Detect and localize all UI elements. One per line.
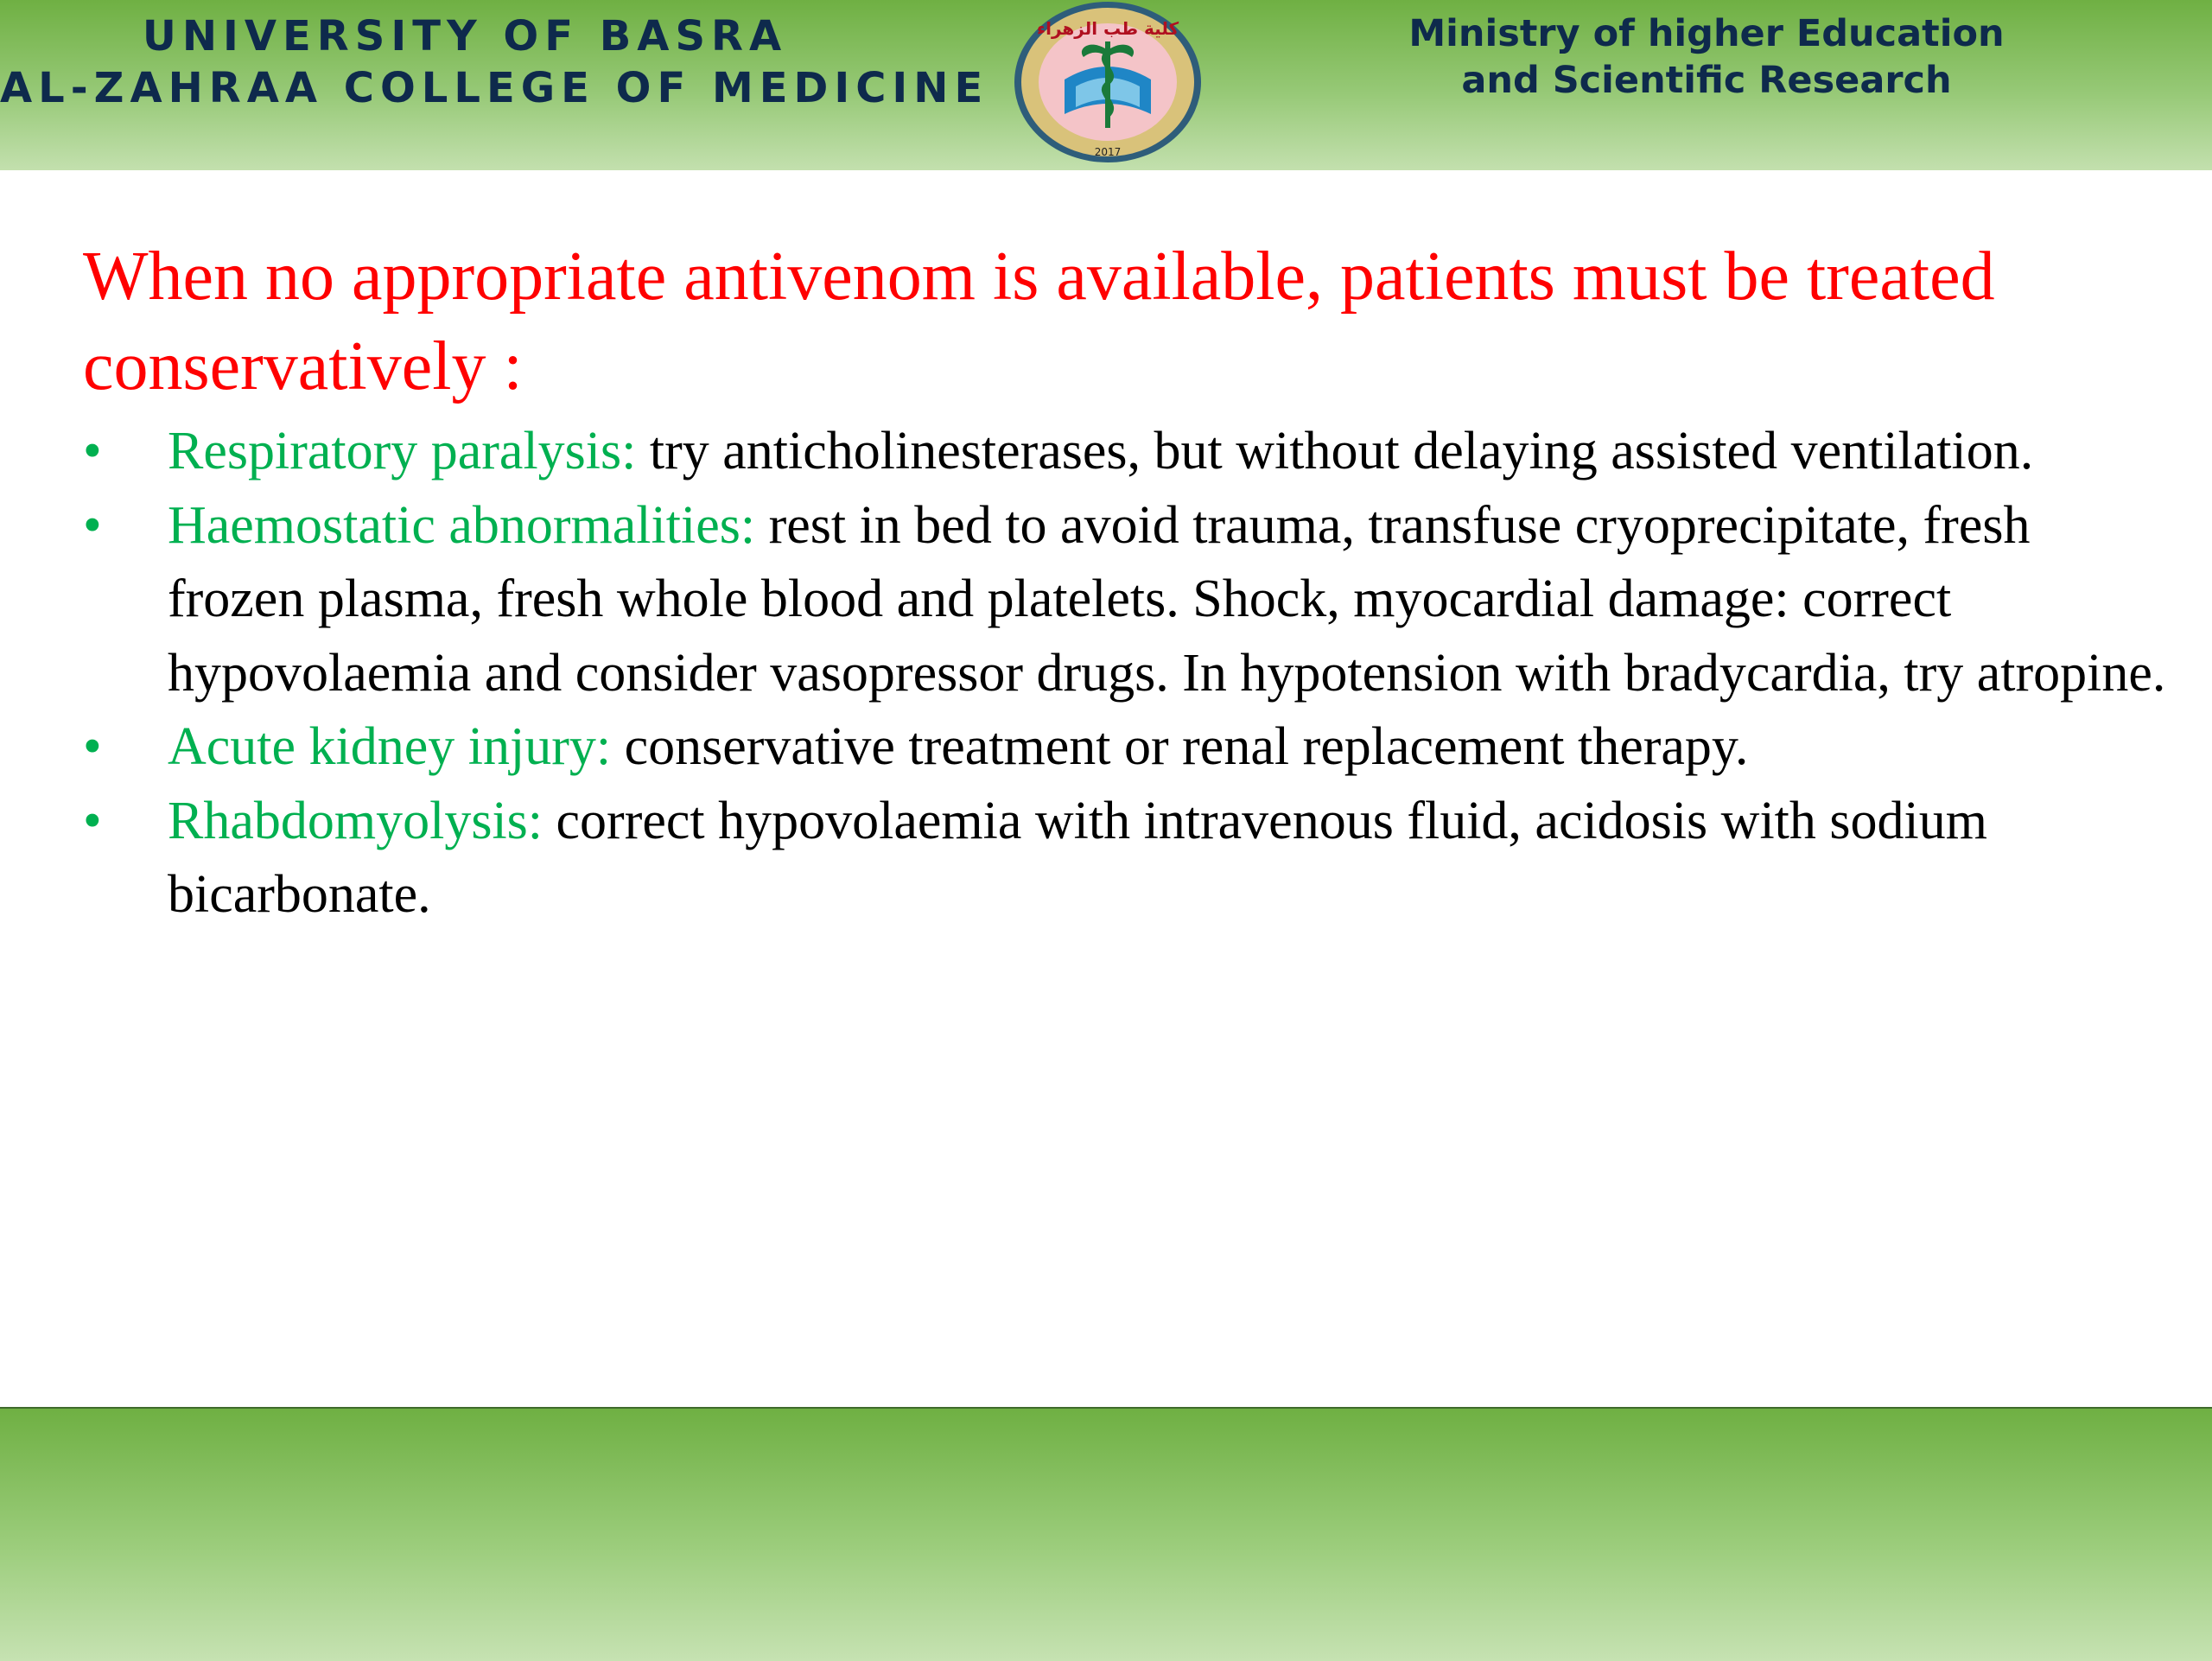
college-name: AL-ZAHRAA COLLEGE OF MEDICINE (0, 64, 989, 112)
svg-text:2017: 2017 (1094, 146, 1122, 158)
bullet-dot: • (83, 717, 102, 776)
bullet-rhabdomyolysis (83, 785, 2174, 932)
ministry-name-line2: and Scientific Research (1461, 59, 1952, 102)
bullet-text: rest in bed to avoid trauma, transfuse cryoprecipitate, fresh frozen plasma, fresh whole blood and platelets. Shock, myocardial damage: correct hypovolaemia and consider vasopressor drugs. In hypotension with bradycardia, try atropine. (168, 495, 2166, 703)
bullet-haemostatic-abnormalities (83, 489, 2174, 711)
bullet-acute-kidney-injury (83, 710, 2174, 785)
slide-content (83, 232, 2174, 932)
bullet-dot: • (83, 495, 102, 555)
footer-banner (0, 1407, 2212, 1661)
bullet-text: correct hypovolaemia with intravenous fluid, acidosis with sodium bicarbonate. (168, 791, 1987, 924)
slide-heading: When no appropriate antivenom is available, patients must be treated conservatively : (83, 239, 1995, 404)
bullet-dot: • (83, 791, 102, 850)
university-name: UNIVERSITY OF BASRA (142, 12, 788, 60)
bullet-list (83, 415, 2174, 932)
header-banner (0, 0, 2212, 170)
svg-text:كلية طب الزهراء: كلية طب الزهراء (1036, 18, 1179, 39)
bullet-text: conservative treatment or renal replacement therapy. (611, 717, 1749, 776)
ministry-name-line1: Ministry of higher Education (1408, 12, 2005, 55)
bullet-term: Haemostatic abnormalities: (168, 495, 756, 555)
bullet-term: Acute kidney injury: (168, 717, 612, 776)
bullet-respiratory-paralysis (83, 415, 2174, 489)
college-logo-seal (1011, 0, 1205, 164)
bullet-term: Rhabdomyolysis: (168, 791, 543, 850)
bullet-term: Respiratory paralysis: (168, 422, 637, 480)
bullet-dot: • (83, 422, 102, 480)
bullet-text: try anticholinesterases, but without delaying assisted ventilation. (636, 422, 2034, 480)
